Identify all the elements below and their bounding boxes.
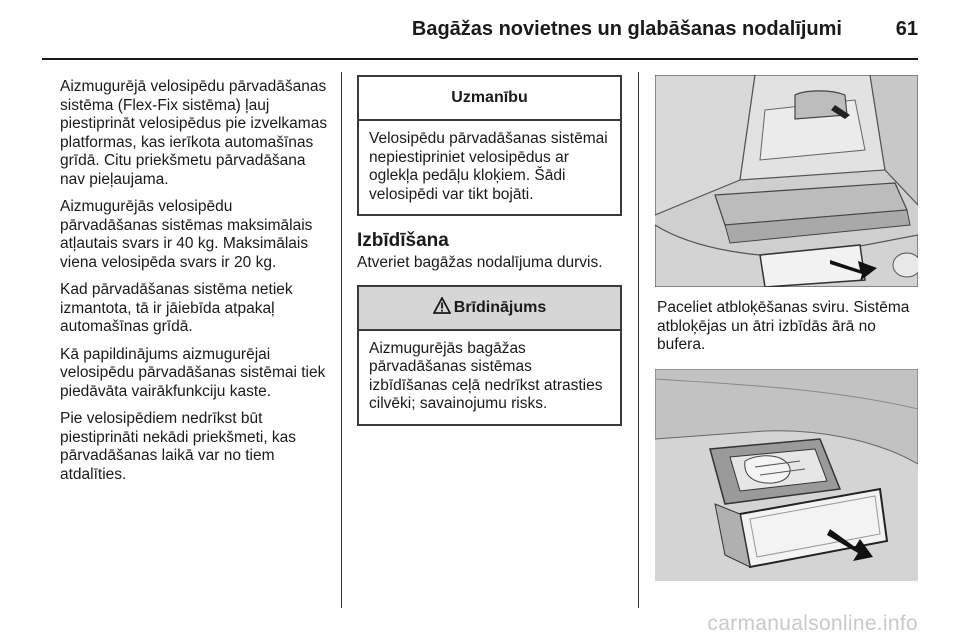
column-divider — [341, 72, 342, 608]
figure-carrier-extended — [655, 369, 918, 581]
warning-triangle-icon — [433, 297, 451, 319]
figure-caption: Paceliet atbloķēšanas sviru. Sistēma atbloķējas un ātri izbīdās ārā no bufera. — [657, 299, 910, 353]
paragraph: Aizmugurējā velosipēdu pārvadāšanas sistēma (Flex-Fix sistēma) ļauj piestiprināt velosipēdus pie izvelkamas platformas, kas ierīkota automašīnas grīdā. Citu priekšmetu pārvadāšana nav pieļaujama. — [60, 78, 328, 188]
paragraph: Aizmugurējās velosipēdu pārvadāšanas sistēmas maksimālais atļautais svars ir 40 kg. Maksimālais viena velosipēda svars ir 20 kg. — [60, 198, 313, 271]
section-text: Atveriet bagāžas nodalījuma durvis. — [357, 254, 603, 271]
paragraph: Kad pārvadāšanas sistēma netiek izmantota, tā ir jāiebīda atpakaļ automašīnas grīdā. — [60, 281, 293, 335]
page-header — [0, 0, 960, 58]
text-column-left — [60, 78, 330, 493]
warning-title: Brīdinājums — [453, 298, 547, 316]
paragraph: Kā papildinājums aizmugurējai velosipēdu pārvadāšanas sistēmai tiek piedāvāta vairākfunkciju kaste. — [60, 345, 326, 400]
caution-title: Uzmanību — [359, 77, 620, 121]
paragraph: Pie velosipēdiem nedrīkst būt piestiprināti nekādi priekšmeti, kas pārvadāšanas laikā var no tiem atdalīties. — [60, 410, 297, 483]
caution-box — [357, 75, 622, 216]
warning-text: Aizmugurējās bagāžas pārvadāšanas sistēmas izbīdīšanas ceļā nedrīkst atrasties cilvēki; savainojumu risks. — [369, 339, 603, 412]
carrier-illustration — [655, 369, 918, 581]
header-divider — [42, 58, 918, 60]
watermark: carmanualsonline.info — [707, 612, 918, 635]
figure-trunk-release — [655, 75, 918, 287]
text-column-middle — [357, 75, 622, 440]
warning-box — [357, 285, 622, 426]
trunk-illustration — [655, 75, 918, 287]
caution-text: Velosipēdu pārvadāšanas sistēmai nepiestipriniet velosipēdus ar oglekļa pedāļu kloķiem. Šādi velosipēdi var tikt bojāti. — [369, 130, 608, 203]
warning-header — [359, 287, 620, 331]
figure-column-right — [655, 75, 920, 581]
column-divider — [638, 72, 639, 608]
section-heading: Izbīdīšana — [357, 230, 449, 251]
page-number: 61 — [895, 18, 918, 40]
page-title: Bagāžas novietnes un glabāšanas nodalījumi — [411, 18, 842, 40]
